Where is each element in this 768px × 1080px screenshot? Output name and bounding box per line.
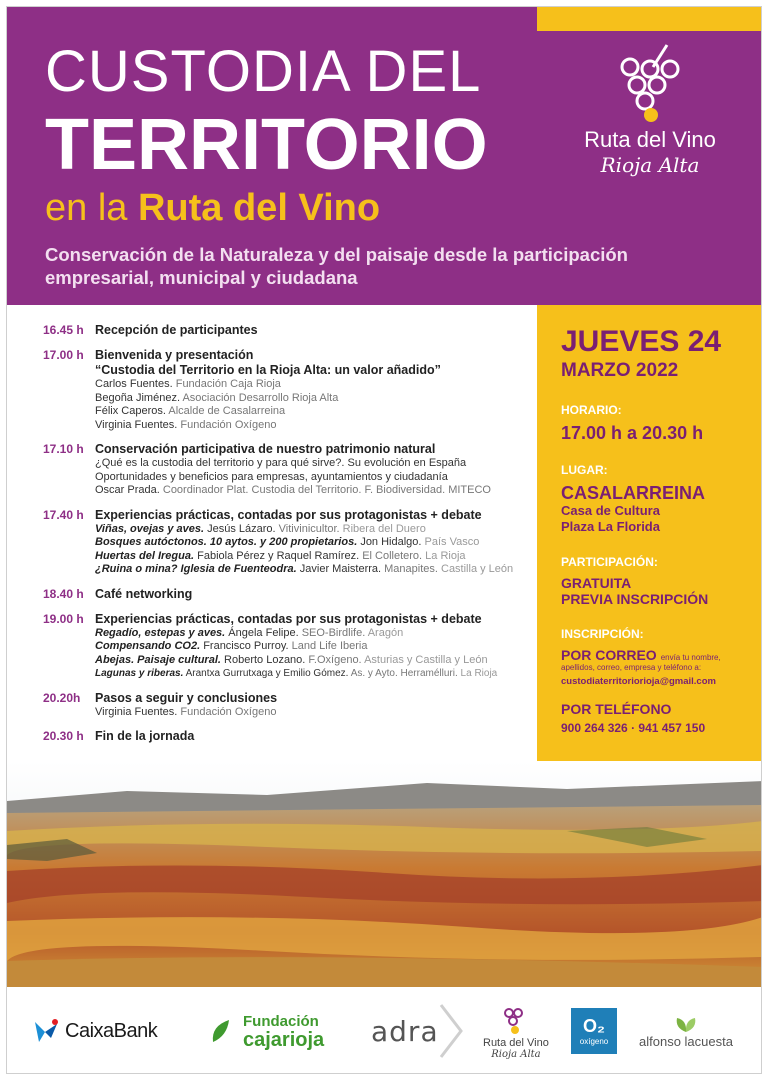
program-item [43, 612, 529, 681]
case-speaker: Francisco Purroy. [203, 640, 289, 652]
leaf-pair-icon [671, 1014, 701, 1034]
program-item [43, 323, 529, 338]
participacion-registration: PREVIA INSCRIPCIÓN [561, 591, 709, 607]
program-title: Conservación participativa de nuestro patrimonio natural [95, 442, 436, 456]
program-time: 17.00 h [43, 348, 84, 362]
lugar-venue: Casa de Cultura [561, 503, 660, 518]
speaker-name: Oscar Prada. [95, 484, 160, 496]
program-time: 16.45 h [43, 323, 84, 337]
chevron-right-icon [439, 1001, 463, 1061]
program-item [43, 729, 529, 744]
title-line-3-prefix: en la [45, 187, 138, 229]
case-speaker: Ángela Felipe. [228, 626, 299, 639]
program-item [43, 691, 529, 720]
case-line [95, 627, 529, 641]
case-line [95, 640, 529, 654]
program-subtitle: “Custodia del Territorio en la Rioja Alta: un valor añadido” [95, 363, 441, 377]
case-speaker: Fabiola Pérez y Raquel Ramírez. [197, 549, 360, 562]
program-title: Fin de la jornada [95, 729, 195, 743]
grape-icon [499, 1003, 533, 1037]
case-affiliation: El Colletero. [362, 549, 423, 562]
case-speaker: Arantxa Gurrutxaga y Emilio Gómez. [185, 668, 349, 679]
lugar-town: CASALARREINA [561, 483, 705, 503]
ruta-footer-sub: Rioja Alta [491, 1048, 541, 1060]
case-place: Aragón [367, 626, 404, 639]
case-affiliation: F.Oxígeno. [308, 653, 362, 666]
case-topic: Abejas. Paisaje cultural. [95, 653, 221, 666]
case-affiliation: SEO-Birdlife. [301, 626, 366, 639]
program-list [43, 323, 529, 754]
fundacion-text [243, 1013, 324, 1049]
alfonso-name: alfonso lacuesta [639, 1033, 733, 1049]
case-topic: Bosques autóctonos. 10 aytos. y 200 propietarios. [95, 536, 358, 548]
title-line-2: TERRITORIO [45, 105, 488, 185]
info-sidebar [537, 305, 762, 761]
case-place: La Rioja [460, 668, 498, 679]
program-title: Experiencias prácticas, contadas por sus protagonistas + debate [95, 507, 482, 522]
caixabank-star-icon [31, 1018, 61, 1044]
program-time: 19.00 h [43, 611, 84, 626]
correo-note-2: apellidos, correo, empresa y teléfono a: [561, 663, 702, 672]
lugar-label: LUGAR: [561, 463, 608, 477]
case-place: País Vasco [424, 536, 480, 548]
sponsors-footer [7, 987, 762, 1074]
event-month: MARZO 2022 [561, 360, 679, 381]
program-question: Oportunidades y beneficios para empresas, ayuntamientos y ciudadanía [95, 470, 448, 483]
speaker-name: Begoña Jiménez. [95, 391, 180, 404]
speaker-line [95, 378, 529, 392]
case-line [95, 563, 529, 577]
case-topic: Regadío, estepas y aves. [95, 626, 226, 639]
vineyard-landscape-photo [7, 761, 762, 987]
title-line-3-bold: Ruta del Vino [137, 187, 381, 229]
case-speaker: Javier Maisterra. [299, 563, 382, 575]
correo-label: POR CORREO [561, 647, 657, 663]
case-topic: Compensando CO2. [95, 640, 201, 652]
speaker-name: Carlos Fuentes. [95, 378, 173, 390]
fundacion-cajarioja-logo [207, 987, 324, 1074]
speaker-name: Virginia Fuentes. [95, 418, 178, 431]
logo-ruta-del-vino: Ruta del Vino [584, 127, 716, 152]
horario-label: HORARIO: [561, 403, 622, 417]
participacion-label: PARTICIPACIÓN: [561, 555, 658, 569]
poster [6, 6, 762, 1074]
program-question: ¿Qué es la custodia del territorio y para qué sirve?. Su evolución en España [95, 457, 467, 469]
oxigeno-logo [571, 987, 617, 1074]
caixabank-logo [31, 987, 157, 1074]
case-affiliation: Manapites. [384, 563, 438, 575]
speaker-affiliation: Fundación Caja Rioja [175, 378, 281, 390]
speaker-line [95, 484, 529, 498]
program-title: Recepción de participantes [95, 323, 258, 337]
ruta-del-vino-footer-logo [483, 987, 549, 1074]
oxigeno-badge [571, 1008, 617, 1054]
logo-rioja-alta: Rioja Alta [600, 153, 700, 177]
program-item [43, 587, 529, 602]
speaker-line [95, 419, 529, 433]
case-topic: Viñas, ovejas y aves. [95, 522, 205, 535]
adra-logo [371, 987, 463, 1074]
program-item [43, 508, 529, 577]
case-line [95, 550, 529, 564]
speaker-affiliation: Asociación Desarrollo Rioja Alta [182, 391, 339, 404]
participacion-free: GRATUITA [561, 575, 632, 591]
correo-note-1: envía tu nombre, [660, 653, 721, 662]
subtitle-line-2: empresarial, municipal y ciudadana [45, 267, 358, 288]
case-affiliation: As. y Ayto. Herramélluri. [350, 668, 458, 679]
case-place: Asturias y Castilla y León [364, 653, 488, 666]
program-time: 20.20h [43, 690, 81, 705]
o2-icon: O₂ [583, 1016, 605, 1036]
case-affiliation: Land Life Iberia [291, 640, 368, 652]
speaker-affiliation: Alcalde de Casalarreina [168, 405, 286, 417]
case-place: Ribera del Duero [342, 522, 426, 535]
subtitle-line-1: Conservación de la Naturaleza y del paisaje desde la participación [45, 244, 628, 265]
oxigeno-name: oxígeno [579, 1037, 609, 1046]
event-date: JUEVES 24 [561, 325, 722, 358]
program-title: Café networking [95, 586, 193, 601]
case-place: La Rioja [425, 549, 466, 562]
case-speaker: Jesús Lázaro. [207, 522, 276, 535]
speaker-name: Félix Caperos. [95, 405, 166, 417]
email-link[interactable]: custodiaterritoriorioja@gmail.com [561, 676, 716, 687]
speaker-line [95, 392, 529, 406]
speaker-affiliation: Fundación Oxígeno [180, 418, 277, 431]
program-item [43, 348, 529, 432]
lugar-square: Plaza La Florida [561, 519, 660, 534]
title-line-3 [45, 189, 380, 227]
speaker-line [95, 706, 529, 720]
case-speaker: Roberto Lozano. [224, 653, 306, 666]
horario-value: 17.00 h a 20.30 h [561, 423, 704, 443]
case-line [95, 654, 529, 668]
ruta-footer-name: Ruta del Vino [483, 1036, 549, 1049]
case-topic: Lagunas y riberas. [95, 668, 184, 679]
adra-name: adra [371, 1014, 439, 1048]
case-line [95, 523, 529, 537]
program-time: 18.40 h [43, 586, 84, 601]
case-line [95, 536, 529, 550]
program-title: Experiencias prácticas, contadas por sus protagonistas + debate [95, 611, 482, 626]
case-line [95, 667, 529, 681]
telefono-numbers: 900 264 326 · 941 457 150 [561, 721, 706, 735]
program-title: Bienvenida y presentación [95, 348, 254, 362]
speaker-line [95, 405, 529, 419]
speaker-affiliation: Fundación Oxígeno [180, 705, 277, 718]
inscripcion-label: INSCRIPCIÓN: [561, 627, 644, 641]
program-time: 17.40 h [43, 507, 84, 522]
program-title: Pasos a seguir y conclusiones [95, 690, 278, 705]
leaf-icon [207, 1016, 237, 1046]
case-topic: Huertas del Iregua. [95, 549, 195, 562]
correo-row [561, 647, 762, 663]
program-time: 20.30 h [43, 729, 84, 743]
program-time: 17.10 h [43, 442, 84, 456]
speaker-affiliation: Coordinador Plat. Custodia del Territorio. F. Biodiversidad. MITECO [162, 484, 491, 496]
fundacion-word: Fundación [243, 1013, 319, 1030]
program-item [43, 442, 529, 498]
title-line-1: CUSTODIA DEL [45, 39, 482, 104]
telefono-label: POR TELÉFONO [561, 701, 672, 717]
speaker-name: Virginia Fuentes. [95, 705, 178, 718]
case-topic: ¿Ruina o mina? Iglesia de Fuenteodra. [95, 563, 297, 575]
case-place: Castilla y León [441, 563, 514, 575]
caixabank-name: CaixaBank [65, 1019, 158, 1042]
cajarioja-word: cajarioja [243, 1029, 325, 1051]
header-accent-strip [537, 7, 762, 31]
case-affiliation: Vitivinicultor. [278, 522, 340, 535]
alfonso-lacuesta-logo [639, 987, 733, 1074]
case-speaker: Jon Hidalgo. [360, 536, 422, 548]
subtitle [45, 243, 745, 289]
